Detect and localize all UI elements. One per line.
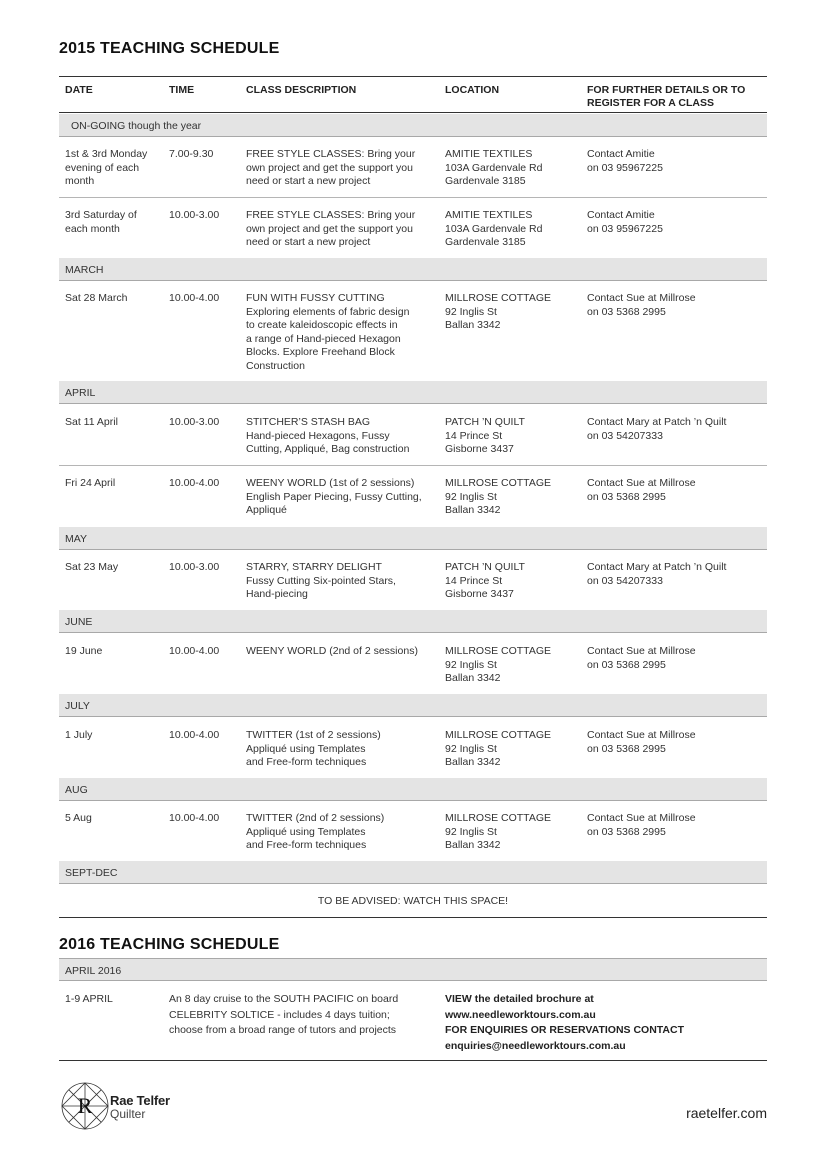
enquiries-email-link[interactable]: enquiries@needleworktours.com.au	[445, 1039, 626, 1052]
row-time: 10.00-3.00	[169, 416, 220, 428]
row-contact: Contact Mary at Patch ’n Quilt on 03 54207333	[587, 416, 727, 442]
section-may: MAY	[59, 527, 767, 550]
row-description: WEENY WORLD (2nd of 2 sessions)	[246, 645, 418, 657]
row-description: FREE STYLE CLASSES: Bring your own project and get the support you need or start a new project	[246, 148, 416, 188]
row-date: 5 Aug	[65, 812, 92, 824]
section-april-2016: APRIL 2016	[59, 958, 767, 981]
row-contact: Contact Sue at Millrose on 03 5368 2995	[587, 729, 696, 755]
brand-name: Rae Telfer	[110, 1093, 170, 1108]
row-description: STITCHER’S STASH BAG Hand-pieced Hexagons, Fussy Cutting, Appliqué, Bag construction	[246, 416, 410, 456]
table-row	[59, 812, 767, 860]
table-row	[59, 561, 767, 609]
title-2016: 2016 TEACHING SCHEDULE	[59, 936, 280, 953]
row-contact: Contact Sue at Millrose on 03 5368 2995	[587, 292, 696, 318]
header-date: DATE	[65, 84, 93, 96]
row-contact: Contact Sue at Millrose on 03 5368 2995	[587, 477, 696, 503]
row-date: Sat 11 April	[65, 416, 118, 428]
row-description: FREE STYLE CLASSES: Bring your own project and get the support you need or start a new project	[246, 209, 416, 249]
row-date: 3rd Saturday of each month	[65, 209, 137, 235]
row-location: MILLROSE COTTAGE 92 Inglis St Ballan 3342	[445, 477, 551, 517]
row-location: PATCH ’N QUILT 14 Prince St Gisborne 3437	[445, 416, 525, 456]
table-row	[59, 209, 767, 257]
section-aug: AUG	[59, 778, 767, 801]
row-2016-description: An 8 day cruise to the SOUTH PACIFIC on board CELEBRITY SOLTICE - includes 4 days tuition; choose from a broad range of tutors and projects	[169, 993, 399, 1036]
header-time: TIME	[169, 84, 195, 96]
to-be-advised-note: TO BE ADVISED: WATCH THIS SPACE!	[317, 895, 509, 907]
row-contact: Contact Sue at Millrose on 03 5368 2995	[587, 812, 696, 838]
row-time: 10.00-4.00	[169, 729, 220, 741]
row-contact: Contact Sue at Millrose on 03 5368 2995	[587, 645, 696, 671]
row-date: Sat 23 May	[65, 561, 119, 573]
brand-subtitle: Quilter	[110, 1107, 146, 1121]
section-sept-dec: SEPT-DEC	[59, 861, 767, 884]
row-date: Fri 24 April	[65, 477, 116, 489]
row-time: 10.00-3.00	[169, 209, 220, 221]
row-date: 19 June	[65, 645, 103, 657]
section-july: JULY	[59, 694, 767, 717]
logo-letter: R	[77, 1093, 93, 1118]
row-contact: Contact Amitie on 03 95967225	[587, 148, 663, 174]
row-2016-info	[445, 992, 765, 1054]
row-location: PATCH ’N QUILT 14 Prince St Gisborne 3437	[445, 561, 525, 601]
row-time: 10.00-4.00	[169, 812, 220, 824]
enquiries-label: FOR ENQUIRIES OR RESERVATIONS CONTACT	[445, 1024, 684, 1036]
row-description: TWITTER (2nd of 2 sessions) Appliqué using Templates and Free-form techniques	[246, 812, 385, 852]
section-march: MARCH	[59, 258, 767, 281]
table-row	[59, 292, 767, 380]
row-description: FUN WITH FUSSY CUTTING Exploring elements of fabric design to create kaleidoscopic effects in a range of Hand-pieced Hexagon Blocks. Explore Freehand Block Construction	[246, 292, 410, 372]
row-date: Sat 28 March	[65, 292, 128, 304]
header-description: CLASS DESCRIPTION	[246, 84, 357, 96]
row-date: 1st & 3rd Monday evening of each month	[65, 148, 148, 188]
section-april: APRIL	[59, 381, 767, 404]
brochure-link[interactable]: www.needleworktours.com.au	[445, 1008, 596, 1021]
row-date: 1 July	[65, 729, 93, 741]
table-row	[59, 148, 767, 198]
row-2016-date: 1-9 APRIL	[65, 993, 113, 1005]
row-description: STARRY, STARRY DELIGHT Fussy Cutting Six-pointed Stars, Hand-piecing	[246, 561, 396, 601]
row-time: 7.00-9.30	[169, 148, 214, 160]
row-time: 10.00-3.00	[169, 561, 220, 573]
table-row	[59, 645, 767, 693]
row-time: 10.00-4.00	[169, 477, 220, 489]
section-ongoing: ON-GOING though the year	[59, 114, 767, 137]
table-row	[59, 477, 767, 525]
header-contact: FOR FURTHER DETAILS OR TO REGISTER FOR A CLASS	[587, 84, 746, 109]
table-row	[59, 729, 767, 777]
section-june: JUNE	[59, 610, 767, 633]
row-location: MILLROSE COTTAGE 92 Inglis St Ballan 3342	[445, 292, 551, 332]
brochure-label: VIEW the detailed brochure at	[445, 993, 594, 1005]
row-location: AMITIE TEXTILES 103A Gardenvale Rd Gardenvale 3185	[445, 209, 543, 249]
row-contact: Contact Amitie on 03 95967225	[587, 209, 663, 235]
table-row	[59, 416, 767, 466]
row-location: AMITIE TEXTILES 103A Gardenvale Rd Gardenvale 3185	[445, 148, 543, 188]
row-time: 10.00-4.00	[169, 292, 220, 304]
divider	[59, 1060, 767, 1061]
row-location: MILLROSE COTTAGE 92 Inglis St Ballan 3342	[445, 729, 551, 769]
row-time: 10.00-4.00	[169, 645, 220, 657]
table-header	[59, 76, 767, 113]
header-location: LOCATION	[445, 84, 500, 96]
divider	[59, 917, 767, 918]
row-description: WEENY WORLD (1st of 2 sessions) English Paper Piecing, Fussy Cutting, Appliqué	[246, 477, 422, 517]
row-location: MILLROSE COTTAGE 92 Inglis St Ballan 3342	[445, 812, 551, 852]
row-description: TWITTER (1st of 2 sessions) Appliqué using Templates and Free-form techniques	[246, 729, 381, 769]
row-location: MILLROSE COTTAGE 92 Inglis St Ballan 3342	[445, 645, 551, 685]
row-contact: Contact Mary at Patch ’n Quilt on 03 54207333	[587, 561, 727, 587]
website-link[interactable]: raetelfer.com	[686, 1105, 767, 1121]
title-2015: 2015 TEACHING SCHEDULE	[59, 40, 280, 57]
